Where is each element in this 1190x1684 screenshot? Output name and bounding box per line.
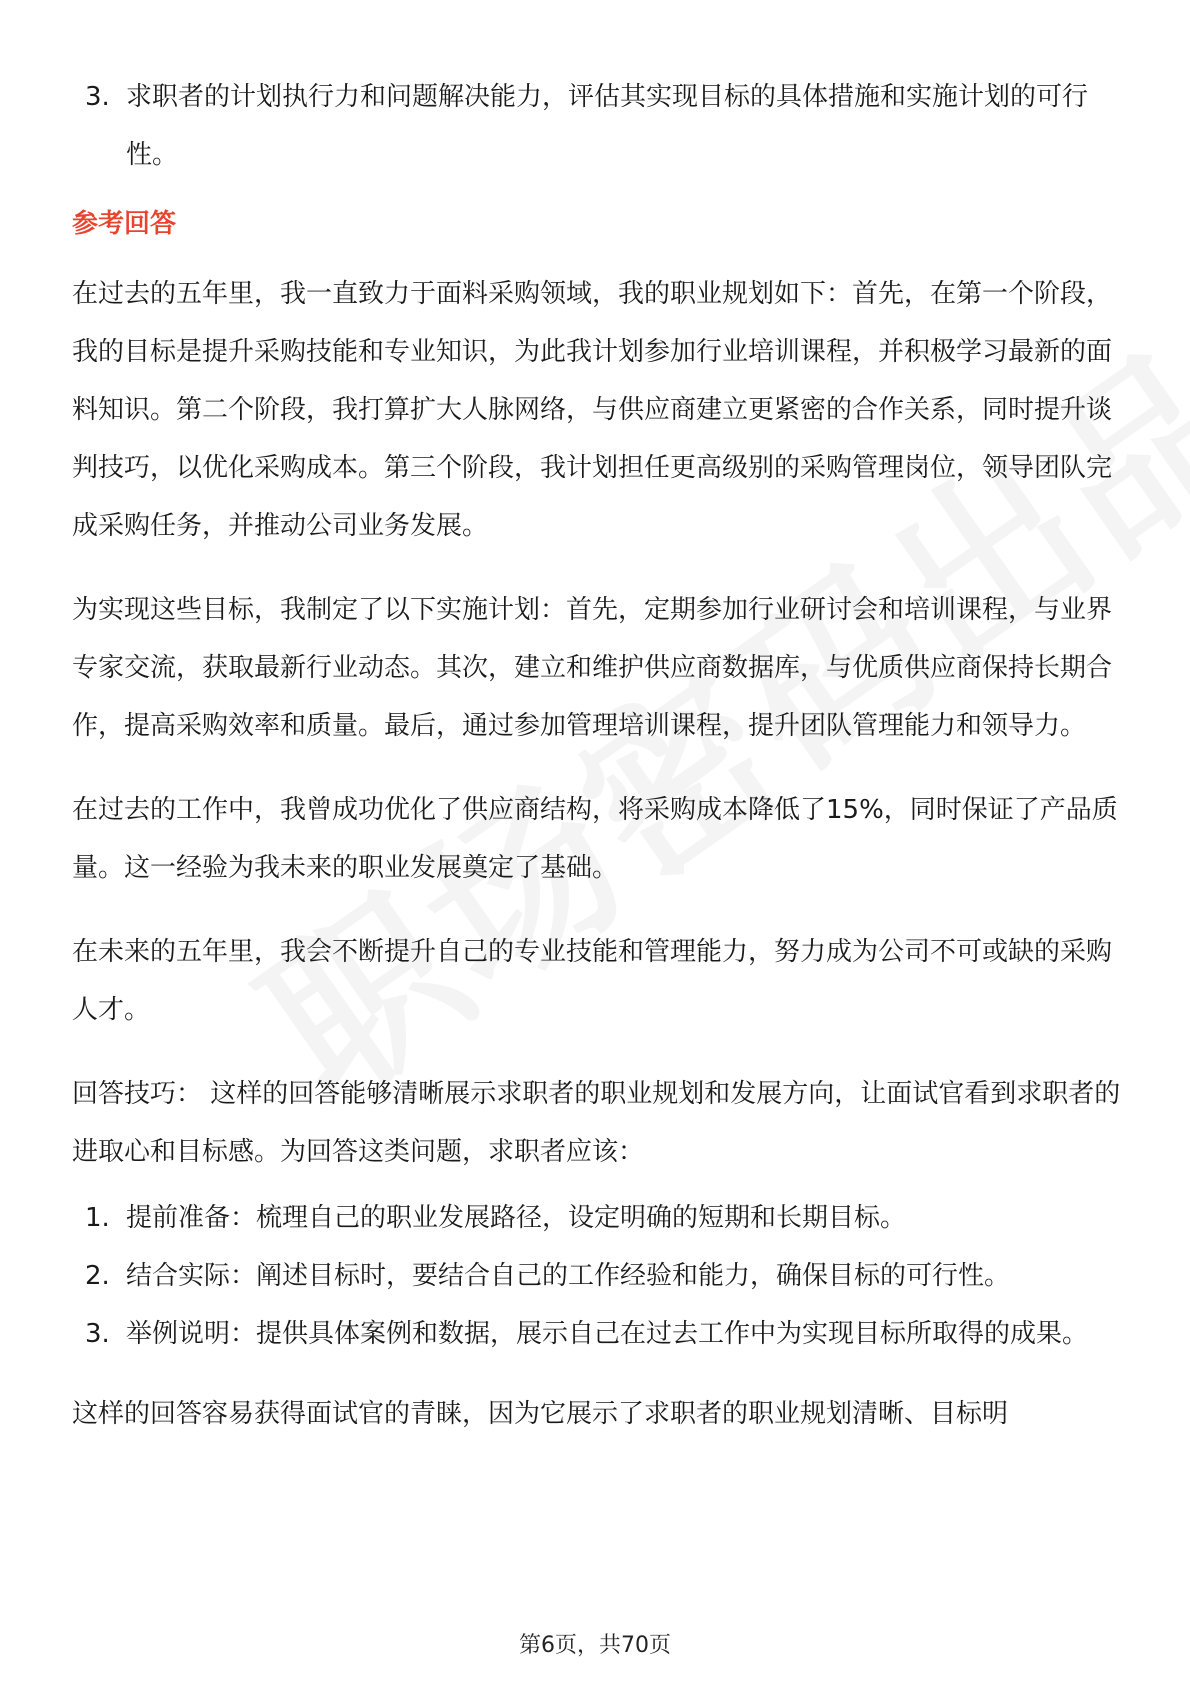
answer-paragraph: 为实现这些目标，我制定了以下实施计划：首先，定期参加行业研讨会和培训课程，与业界专家交流，获取最新行业动态。其次，建立和维护供应商数据库，与优质供应商保持长期合作，提高采购效率和质量。最后，通过参加管理培训课程，提升团队管理能力和领导力。	[72, 595, 1113, 741]
answer-paragraph: 在过去的五年里，我一直致力于面料采购领域，我的职业规划如下：首先，在第一个阶段，我的目标是提升采购技能和专业知识，为此我计划参加行业培训课程，并积极学习最新的面料知识。第二个阶段，我打算扩大人脉网络，与供应商建立更紧密的合作关系，同时提升谈判技巧，以优化采购成本。第三个阶段，我计划担任更高级别的采购管理岗位，领导团队完成采购任务，并推动公司业务发展。	[72, 279, 1113, 541]
answer-paragraph: 在未来的五年里，我会不断提升自己的专业技能和管理能力，努力成为公司不可或缺的采购人才。	[72, 937, 1113, 1025]
section-heading: 参考回答	[72, 209, 177, 239]
list-number: 3.	[85, 1319, 110, 1349]
page-number: 第6页，共70页	[519, 1633, 671, 1658]
list-item	[72, 68, 1122, 184]
list-text: 举例说明：提供具体案例和数据，展示自己在过去工作中为实现目标所取得的成果。	[126, 1319, 1089, 1349]
list-text: 求职者的计划执行力和问题解决能力，评估其实现目标的具体措施和实施计划的可行性。	[126, 82, 1089, 170]
list-number: 3.	[85, 82, 110, 112]
list-text: 结合实际：阐述目标时，要结合自己的工作经验和能力，确保目标的可行性。	[126, 1261, 1011, 1291]
tips-intro: 回答技巧： 这样的回答能够清晰展示求职者的职业规划和发展方向，让面试官看到求职者的进取心和目标感。为回答这类问题，求职者应该：	[72, 1079, 1121, 1167]
list-number: 2.	[85, 1261, 110, 1291]
list-text: 提前准备：梳理自己的职业发展路径，设定明确的短期和长期目标。	[126, 1203, 907, 1233]
answer-paragraph: 在过去的工作中，我曾成功优化了供应商结构，将采购成本降低了15%，同时保证了产品质量。这一经验为我未来的职业发展奠定了基础。	[72, 795, 1118, 883]
list-item	[72, 1305, 1122, 1363]
list-item	[72, 1247, 1122, 1305]
page-content	[72, 68, 1122, 1443]
list-number: 1.	[85, 1203, 110, 1233]
tips-list	[72, 1189, 1122, 1363]
closing-paragraph: 这样的回答容易获得面试官的青睐，因为它展示了求职者的职业规划清晰、目标明	[72, 1399, 1009, 1429]
criteria-list	[72, 68, 1122, 184]
list-item	[72, 1189, 1122, 1247]
